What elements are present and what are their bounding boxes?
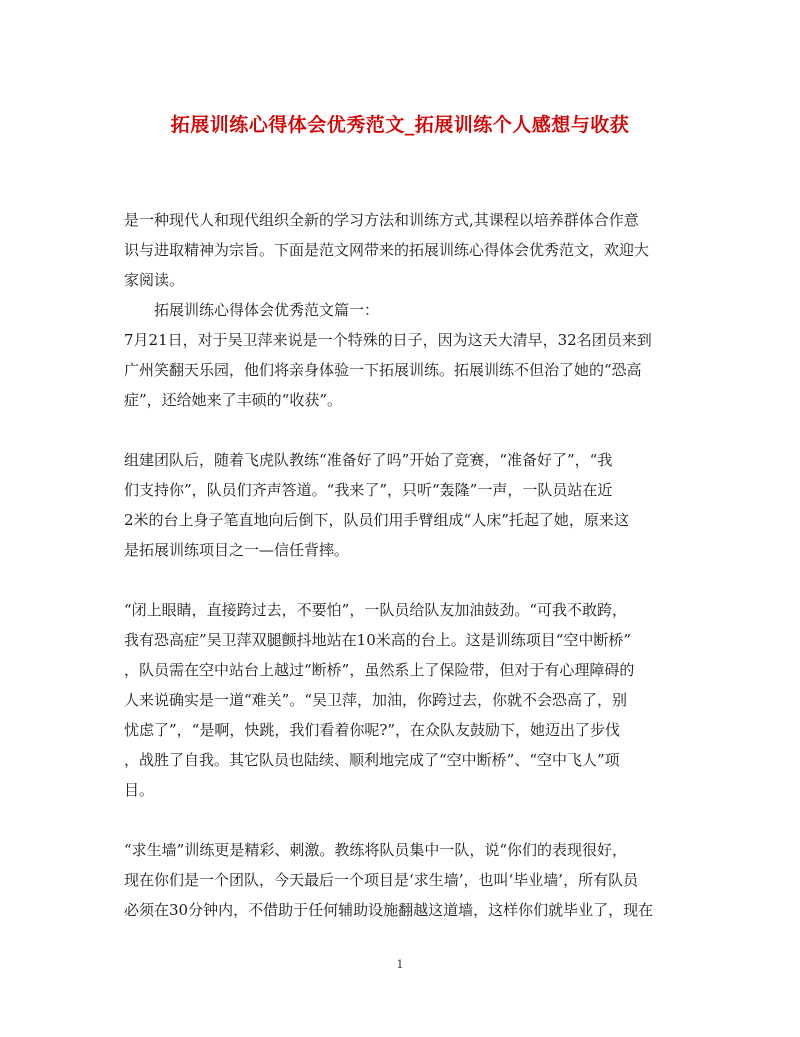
paragraph-team: 组建团队后，随着飞虎队教练“准备好了吗”开始了竞赛，“准备好了”，“我 们支持你”，队员们齐声答道。“我来了”，只听“轰隆”一声，一队员站在近 2米的台上身子笔直地向后倒下，队员们用手臂组成“人床”托起了她，原来这 是拓展训练项目之一—信任背摔。: [124, 451, 629, 559]
document-body: [124, 205, 680, 925]
paragraph-spacer: [124, 415, 680, 445]
paragraph-bridge: “闭上眼睛，直接跨过去，不要怕”，一队员给队友加油鼓劲。“可我不敢跨， 我有恐高症”吴卫萍双腿颤抖地站在10米高的台上。这是训练项目“空中断桥” ，队员需在空中站台上越过“断桥”，虽然系上了保险带，但对于有心理障碍的 人来说确实是一道“难关”。“吴卫萍，加油，你跨过去，你就不会恐高了，别 忧虑了”，“是啊，快跳，我们看着你呢?”，在众队友鼓励下，她迈出了步伐 ，战胜了自我。其它队员也陆续、顺利地完成了“空中断桥”、“空中飞人”项 目。: [124, 601, 635, 799]
document-title: 拓展训练心得体会优秀范文_拓展训练个人感想与收获: [170, 114, 630, 136]
section-heading: 拓展训练心得体会优秀范文篇一：: [154, 301, 380, 319]
paragraph-spacer: [124, 805, 680, 835]
page-number: 1: [396, 958, 404, 971]
paragraph-july: 7月21日，对于吴卫萍来说是一个特殊的日子，因为这天大清早，32名团员来到 广州笑翻天乐园，他们将亲身体验一下拓展训练。拓展训练不但治了她的“恐高 症”，还给她来了丰硕的“收获”。: [124, 331, 652, 409]
intro-paragraph: 是一种现代人和现代组织全新的学习方法和训练方式,其课程以培养群体合作意 识与进取精神为宗旨。下面是范文网带来的拓展训练心得体会优秀范文，欢迎大 家阅读。: [124, 211, 650, 289]
paragraph-spacer: [124, 565, 680, 595]
paragraph-wall: “求生墙”训练更是精彩、刺激。教练将队员集中一队，说“你们的表现很好， 现在你们是一个团队，今天最后一个项目是‘求生墙’，也叫‘毕业墙’，所有队员 必须在30分钟内，不借助于任何辅助设施翻越这道墙，这样你们就毕业了，现在: [124, 841, 654, 919]
